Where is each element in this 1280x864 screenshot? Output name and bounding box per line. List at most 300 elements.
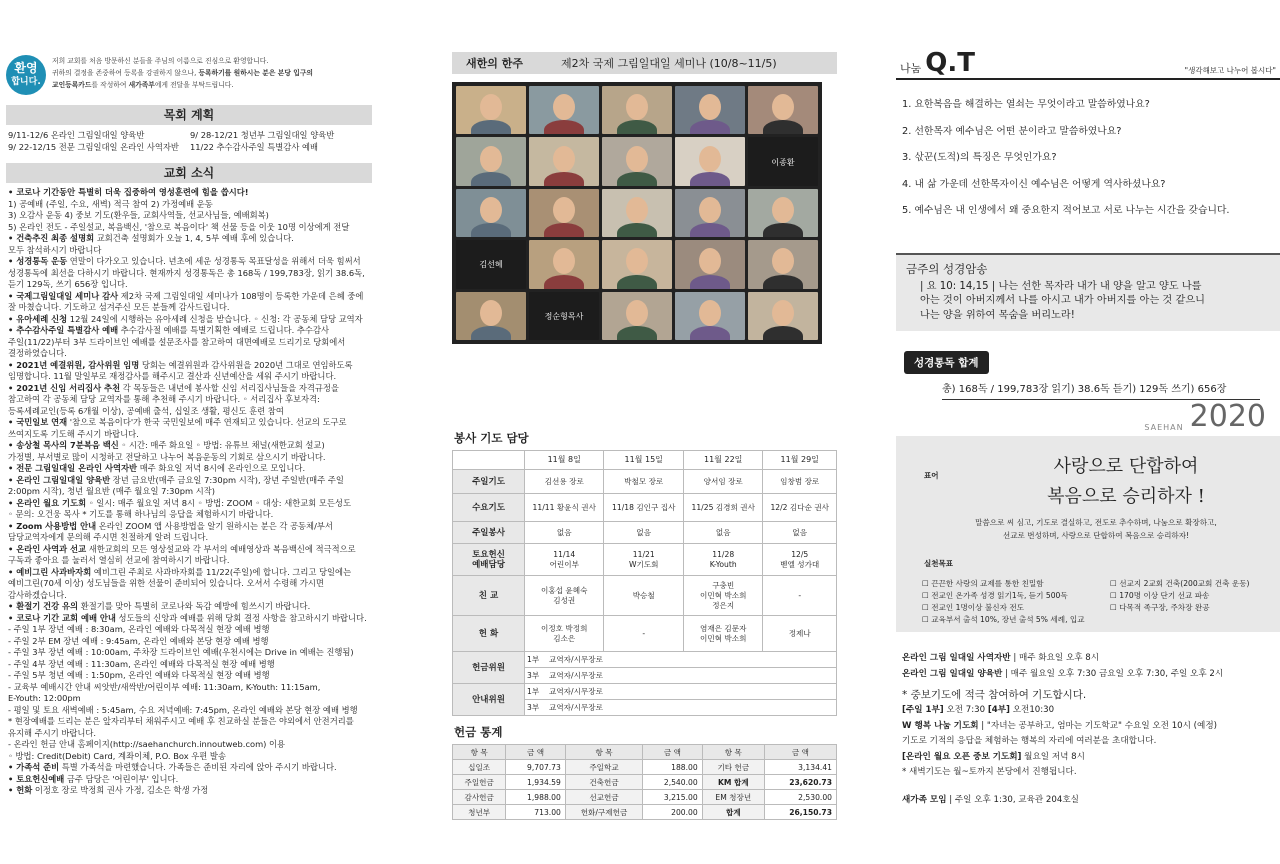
offering-item: EM 청장년: [702, 790, 764, 805]
news-line-text: 성도들의 신앙과 예배를 위해 당회 결정 사항을 참고하시기 바랍니다.: [115, 612, 367, 623]
news-line: [8, 521, 372, 533]
news-line: [8, 452, 372, 464]
news-line: [8, 429, 372, 441]
participant-body: [690, 326, 730, 340]
news-line-text: 당회는 예결위원과 감사위원을 2020년 그대로 연임하도록: [139, 359, 353, 370]
participant-face: [772, 300, 794, 326]
qt-questions: [896, 80, 1280, 225]
week-title: 새한의 한주: [466, 57, 523, 70]
news-line-text: 교회건축 설명회가 오늘 1, 4, 5부 예배 후에 있습니다.: [94, 233, 294, 243]
welcome-badge: [6, 55, 46, 95]
news-line: [8, 636, 372, 648]
news-line-text: 환절기를 맞아 특별히 코로나와 독감 예방에 힘쓰시기 바랍니다.: [78, 601, 311, 611]
news-line-text: 듣기 129독, 쓰기 656장 입니다.: [8, 279, 128, 289]
participant-body: [763, 326, 803, 340]
schedule-line: [902, 666, 1280, 682]
news-line: [8, 268, 372, 280]
service-cell: -: [763, 576, 837, 616]
participant-body: [690, 120, 730, 134]
goal-item: ☐ 전교인 1명이상 불신자 전도: [922, 602, 1024, 612]
news-line: [8, 279, 372, 291]
participant-body: [544, 275, 584, 289]
bible-reading-tag: 성경통독 합계: [904, 351, 989, 374]
news-line: [8, 670, 372, 682]
offering-amount: 9,707.73: [506, 760, 566, 775]
news-line: [8, 682, 372, 694]
news-line-text: 매주 화요일 저녁 8시에 온라인으로 모입니다.: [137, 463, 306, 473]
qt-question: 2. 선한목자 예수님은 어떤 분이라고 말씀하였나요?: [902, 125, 1122, 137]
participant-face: [626, 94, 648, 120]
schedule-time: | 매주 월요일 오후 7:30 금요일 오후 7:30, 주일 오후 2시: [1002, 668, 1224, 679]
news-line-text: 성경통독에 최선을 다하시기 바랍니다. 현재까지 성경통독은 총 168독 / 199,783장, 읽기 38.6독,: [8, 267, 365, 278]
participant-tile: [456, 137, 526, 185]
participant-face: [626, 248, 648, 274]
news-line: [8, 302, 372, 314]
participant-face: [626, 146, 648, 172]
service-cell: -: [604, 616, 683, 652]
participant-tile: [748, 240, 818, 288]
offering-amount: 2,530.00: [764, 790, 836, 805]
news-line: [8, 394, 372, 406]
participant-body: [617, 326, 657, 340]
participant-face: [553, 94, 575, 120]
service-cell: 염재은 김문자 이민혁 박소희: [683, 616, 762, 652]
participant-tile: [456, 86, 526, 134]
guide-header: 안내위원: [453, 684, 525, 716]
news-line-bold: • 2021년 신임 서리집사 추천: [8, 382, 121, 393]
service-title: 봉사 기도 담당: [454, 431, 529, 445]
qt-question: 4. 내 삶 가운데 선한목자이신 예수님은 어떻게 역사하셨나요?: [902, 178, 1166, 190]
offering-row: [453, 790, 837, 805]
news-line-text: 임명합니다. 11월 말일부로 재정감사를 해주시고 결산과 신년예산을 세워 주시기 바랍니다.: [8, 371, 337, 381]
service-cell: 이홍섭 윤혜숙 김성권: [525, 576, 604, 616]
welcome-text-part: 등록하기를 원하시는 분은 본당 입구의: [198, 69, 313, 77]
news-line: [8, 463, 372, 475]
news-line: [8, 222, 372, 234]
welcome-line: 저희 교회를 처음 방문하신 분들을 주님의 이름으로 진심으로 환영합니다.: [52, 57, 269, 65]
right-column: [896, 0, 1280, 864]
prayer-text: 오전10:30: [1009, 705, 1055, 715]
goal-item: ☐ 다목적 족구장, 주차장 완공: [1110, 602, 1210, 612]
service-table: [452, 450, 837, 716]
usher-row: [525, 668, 837, 684]
qt-title: Q.T: [925, 48, 975, 78]
news-line: [8, 739, 372, 751]
news-line-text: 가정별, 부서별로 많이 시청하고 전달하고 나누어 복음운동의 기회로 삼으시기 바랍니다.: [8, 451, 326, 462]
qt-header: [896, 50, 1280, 80]
participant-tile: [675, 86, 745, 134]
participant-tile: [602, 292, 672, 340]
participant-body: [471, 172, 511, 186]
participant-tile: [675, 292, 745, 340]
qt-question: 5. 예수님은 내 인생에서 왜 중요한지 적어보고 서로 나누는 시간을 갖습니다.: [902, 205, 1230, 216]
memory-verse-box: [896, 253, 1280, 331]
news-line-text: 제2차 국제 그림일대일 세미나가 108명이 등록한 가운데 은혜 중에: [118, 290, 364, 301]
guide-part: 1부: [527, 686, 540, 696]
usher-value: 교역자/시무장로: [549, 670, 603, 680]
prayer-line: [902, 750, 1280, 766]
news-line-text: ◦ 방법: Credit(Debit) Card, 계좌이체, P.O. Box 우편 발송: [8, 750, 226, 761]
goals-list: [922, 578, 1250, 626]
news-line-bold: • 온라인 사역과 선교: [8, 543, 87, 554]
service-corner: [453, 451, 525, 470]
news-line: [8, 486, 372, 498]
news-line-bold: • 환절기 건강 유의: [8, 601, 79, 611]
news-line: [8, 210, 372, 222]
vision-box: [896, 436, 1280, 632]
participant-name: 이종환: [771, 157, 795, 167]
usher-header: 헌금위원: [453, 652, 525, 684]
service-cell: 양서임 장로: [683, 470, 762, 494]
motto-description: [924, 516, 1268, 542]
news-line-text: 모두 참석하시기 바랍니다: [8, 244, 102, 255]
news-line: [8, 728, 372, 740]
participant-body: [617, 120, 657, 134]
news-line-text: ◦ 일시: 매주 월요일 저녁 8시 ◦ 방법: ZOOM ◦ 대상: 새한교회 모든성도: [86, 497, 351, 508]
goal-item: ☐ 교육부서 출석 10%, 장년 출석 5% 세례, 입교: [922, 614, 1085, 624]
participant-body: [617, 172, 657, 186]
news-line-text: 장년 금요반(매주 금요일 7:30pm 시작), 장년 주일반(매주 주일: [110, 474, 344, 485]
guide-value: 교역자/시무장로: [549, 686, 603, 696]
goal-item: ☐ 선교지 2교회 건축(200교회 건축 운동): [1110, 578, 1250, 588]
news-line-bold: • 코로나 기간 교회 예배 안내: [8, 612, 116, 623]
news-line-text: 연말이 다가오고 있습니다. 년초에 세운 성경통독 목표달성을 위해서 더욱 힘써서: [67, 256, 361, 266]
qt-question: 3. 삯꾼(도적)의 특징은 무엇인가요?: [902, 152, 1057, 163]
news-line: [8, 360, 372, 372]
participant-tile: [529, 137, 599, 185]
participant-face: [480, 146, 502, 172]
news-line: [8, 314, 372, 326]
offering-header: 항 목: [565, 745, 642, 760]
offering-item: 합계: [702, 805, 764, 820]
news-line: [8, 406, 372, 418]
news-line-bold: • 예비그린 사과바자회: [8, 566, 92, 577]
service-cell: 정제나: [763, 616, 837, 652]
news-line-text: 5) 온라인 전도 - 주일설교, 복음백신, '참으로 복음이다' 책 선물 등을 이웃 10명 이상에게 전달: [8, 221, 350, 232]
service-cell: 구충빈 이민혁 박소희 정은지: [683, 576, 762, 616]
goal-item: [1110, 614, 1250, 626]
participant-face: [480, 94, 502, 120]
news-line-text: 추수감사절 예배를 특별기획한 예배로 드립니다. 추수감사: [118, 325, 329, 335]
service-row: [453, 470, 837, 494]
offering-item: 건축헌금: [565, 775, 642, 790]
offering-amount: 23,620.73: [764, 775, 836, 790]
offering-header: 금 액: [643, 745, 703, 760]
news-line-text: - 주일 5부 청년 예배 : 1:50pm, 온라인 예배와 다목적실 현장 예배 병행: [8, 670, 270, 680]
usher-part: 3부: [527, 670, 540, 680]
service-row: [453, 544, 837, 576]
service-cell: 없음: [525, 522, 604, 544]
news-line: [8, 716, 372, 728]
offering-item: 십일조: [453, 760, 506, 775]
news-line: [8, 475, 372, 487]
week-subtitle: 제2차 국제 그림일대일 세미나 (10/8~11/5): [560, 57, 777, 70]
participant-tile: [675, 240, 745, 288]
saehan-year: [896, 398, 1280, 434]
motto-desc-line: 선교로 번성하며, 사랑으로 단합하여 복음으로 승리하자!: [1002, 530, 1190, 540]
participant-tile: [675, 137, 745, 185]
service-cell: 박철모 장로: [604, 470, 683, 494]
news-title: 교회 소식: [6, 163, 372, 183]
participant-face: [699, 300, 721, 326]
offering-amount: 1,988.00: [506, 790, 566, 805]
plan-item: 9/11-12/6 온라인 그림일대일 양육반: [8, 130, 145, 140]
service-cell: 박승철: [604, 576, 683, 616]
participant-face: [626, 300, 648, 326]
schedule-name: 온라인 그림 일대일 사역자반: [902, 652, 1011, 663]
goal-item: ☐ 170명 이상 단기 선교 파송: [1110, 590, 1210, 600]
offering-item: 주일헌금: [453, 775, 506, 790]
news-line-text: 참고하여 각 공동체 담당 교역자를 통해 추천해 주시기 바랍니다. ◦ 서리집사 후보자격:: [8, 394, 320, 404]
schedule-time: | 매주 화요일 오후 8시: [1010, 652, 1100, 663]
service-cell: 없음: [683, 522, 762, 544]
service-date: 11월 29일: [763, 451, 837, 470]
prayer-text: | 주일 오후 1:30, 교육관 204호실: [946, 794, 1079, 805]
service-cell: 11/14 어린이부: [525, 544, 604, 576]
news-line: [8, 762, 372, 774]
participant-body: [617, 275, 657, 289]
news-line-text: 예비그린(70세 이상) 성도님들을 위한 선물이 준비되어 있습니다. 오셔서 수령해 가시면: [8, 578, 324, 588]
welcome-line: [52, 79, 313, 91]
plan-item: 11/22 추수감사주일 특별감사 예배: [190, 142, 319, 152]
service-row: [453, 522, 837, 544]
usher-value: 교역자/시무장로: [549, 654, 603, 664]
participant-tile: [602, 86, 672, 134]
news-line: [8, 256, 372, 268]
offering-item: 기타 헌금: [702, 760, 764, 775]
prayer-bold: [4부]: [987, 705, 1010, 715]
service-cell: 김선용 장로: [525, 470, 604, 494]
prayer-text: 오전 7:30: [943, 705, 988, 715]
news-line-text: E-Youth: 12:00pm: [8, 693, 81, 703]
participant-face: [553, 197, 575, 223]
news-line: [8, 291, 372, 303]
prayer-line: [902, 793, 1280, 809]
memory-verse-line: 나는 양을 위하여 목숨을 버리노라!: [920, 309, 1075, 321]
service-row-header: 주일기도: [453, 470, 525, 494]
news-line-text: 결정하였습니다.: [8, 348, 67, 358]
offering-header: 항 목: [702, 745, 764, 760]
offering-item: 헌화/구제헌금: [565, 805, 642, 820]
offering-amount: 3,134.41: [764, 760, 836, 775]
welcome-text: [52, 55, 313, 91]
news-list: [6, 187, 372, 797]
offering-header: 금 액: [764, 745, 836, 760]
news-line-text: 금주 담당은 '어린이부' 입니다.: [64, 773, 179, 784]
prayer-bold: [온라인 월요 오픈 중보 기도회]: [902, 751, 1022, 762]
news-line-text: - 주일 3부 장년 예배 : 10:00am, 주차장 드라이브인 예배(우천시에는 Drive in 예배는 진행됨): [8, 647, 354, 657]
service-row: [453, 576, 837, 616]
guide-row: [525, 700, 837, 716]
news-line-text: - 교육부 예배시간 안내 씨앗반/새싹반/어린이부 예배: 11:30am, K-Youth: 11:15am,: [8, 681, 321, 692]
participant-tile: [748, 137, 818, 185]
participant-tile: [529, 86, 599, 134]
left-column: [0, 0, 380, 864]
middle-column: [452, 0, 837, 864]
news-line-bold: • 국제그림일대일 세미나 감사: [8, 290, 119, 301]
news-line-bold: • 유아세례 신청: [8, 313, 68, 324]
prayer-text: | "자녀는 공부하고, 엄마는 기도학교" 수요일 오전 10시 (예정): [978, 720, 1217, 731]
participant-face: [699, 94, 721, 120]
participant-name: 정순형목사: [544, 311, 584, 321]
participant-body: [471, 120, 511, 134]
news-line-bold: • 온라인 월요 기도회: [8, 497, 87, 508]
welcome-text-part: 교인등록카드: [52, 81, 92, 89]
service-cell: 12/2 김다순 권사: [763, 494, 837, 522]
participant-body: [690, 223, 730, 237]
news-line-text: 감사하겠습니다.: [8, 589, 67, 600]
news-line: [8, 624, 372, 636]
participant-body: [544, 120, 584, 134]
news-line-bold: • Zoom 사용방법 안내: [8, 520, 97, 531]
news-line: [8, 233, 372, 245]
goals-label: 실천목표: [924, 558, 953, 568]
welcome-text-part: 새가족부: [128, 81, 155, 89]
service-row-header: 헌 화: [453, 616, 525, 652]
news-line-text: - 온라인 헌금 안내 홈페이지(http://saehanchurch.innoutweb.com) 이용: [8, 739, 286, 749]
service-cell: 11/28 K-Youth: [683, 544, 762, 576]
news-line-bold: • 건축추진 최종 설명회: [8, 233, 95, 243]
news-line-text: 특별 가족석을 마련했습니다. 가족들은 준비된 자리에 앉아 주시기 바랍니다.: [59, 762, 337, 772]
motto-slogan: [1016, 452, 1236, 512]
guide-part: 3부: [527, 702, 540, 712]
service-row: [453, 616, 837, 652]
welcome-badge-line1: 환영: [14, 61, 38, 75]
participant-tile: [602, 189, 672, 237]
participant-face: [553, 146, 575, 172]
participant-face: [699, 197, 721, 223]
saehan-label: SAEHAN: [1144, 422, 1184, 432]
offering-header: 금 액: [506, 745, 566, 760]
news-line-text: 온라인 ZOOM 앱 사용방법을 알기 원하시는 분은 각 공동체/부서: [96, 520, 333, 531]
news-line: [8, 601, 372, 613]
memory-verse-title: 금주의 성경암송: [906, 261, 988, 276]
news-line: [8, 498, 372, 510]
offering-title: 헌금 통계: [454, 725, 503, 739]
offering-item: 선교헌금: [565, 790, 642, 805]
welcome-block: [6, 55, 372, 97]
service-row: [453, 494, 837, 522]
prayer-line: 기도로 기적의 응답을 체험하는 행복의 자리에 여러분을 초대합니다.: [902, 736, 1157, 746]
participant-tile: [456, 292, 526, 340]
service-date: 11월 15일: [604, 451, 683, 470]
service-row-header: 주일봉사: [453, 522, 525, 544]
news-line-text: ◦ 문의: 오건웅 목사 * 기도를 통해 하나님의 응답을 체험하시기 바랍니다.: [8, 509, 274, 519]
offering-amount: 26,150.73: [764, 805, 836, 820]
news-line: [8, 440, 372, 452]
participant-tile: [748, 292, 818, 340]
news-line-text: - 주일 2부 EM 장년 예배 : 9:45am, 온라인 예배와 본당 현장 예배 병행: [8, 635, 269, 646]
participant-body: [763, 120, 803, 134]
offering-amount: 200.00: [643, 805, 703, 820]
participant-tile: [456, 240, 526, 288]
prayer-line: * 새벽기도는 월~토까지 본당에서 진행됩니다.: [902, 767, 1077, 777]
offering-item: KM 합계: [702, 775, 764, 790]
news-line: [8, 613, 372, 625]
news-line: [8, 705, 372, 717]
offering-item: 주일학교: [565, 760, 642, 775]
bible-reading-total: 총) 168독 / 199,783장 읽기) 38.6독 듣기) 129독 쓰기) 656장: [942, 380, 1260, 400]
participant-body: [544, 223, 584, 237]
news-line-text: 예비그린 주최로 사과바자회를 11/22(주일)에 합니다. 그리고 당일에는: [91, 566, 352, 577]
welcome-badge-line2: 합니다.: [11, 77, 41, 87]
participant-name: 김선혜: [479, 260, 503, 270]
news-line-text: 잘 마쳤습니다. 기도하고 섬겨주신 모든 분들께 감사드립니다.: [8, 302, 230, 312]
motto-desc-line: 말씀으로 씨 심고, 기도로 결실하고, 전도로 추수하며, 나눔으로 확장하고,: [975, 517, 1217, 527]
offering-amount: 2,540.00: [643, 775, 703, 790]
welcome-line: [52, 67, 313, 79]
guide-row: [525, 684, 837, 700]
news-line-bold: • 헌화: [8, 785, 33, 795]
news-line-bold: • 코로나 기간동안 특별히 더욱 집중하여 영성훈련에 힘을 씁시다!: [8, 187, 249, 197]
service-cell: 11/11 황윤식 권사: [525, 494, 604, 522]
offering-amount: 3,215.00: [643, 790, 703, 805]
prayer-bold: W 행복 나눔 기도회: [902, 720, 979, 731]
news-line: [8, 337, 372, 349]
news-line-bold: • 성경통독 운동: [8, 256, 68, 266]
schedule-block: [896, 650, 1280, 682]
news-line: [8, 532, 372, 544]
service-date: 11월 8일: [525, 451, 604, 470]
offering-amount: 1,934.59: [506, 775, 566, 790]
news-line: [8, 417, 372, 429]
news-line: [8, 774, 372, 786]
participant-tile: [602, 240, 672, 288]
news-line-text: 등록세례교인(등록 6개월 이상), 공예배 출석, 십일조 생활, 평신도 훈련 참여: [8, 405, 284, 416]
participant-body: [544, 172, 584, 186]
memory-verse-text: [906, 280, 1272, 324]
news-line: [8, 509, 372, 521]
memory-verse-line: 아는 것이 아버지께서 나를 아시고 내가 아버지를 아는 것 같으니: [920, 295, 1206, 306]
participant-body: [690, 275, 730, 289]
prayer-bold: [주일 1부]: [902, 705, 944, 715]
offering-header: 항 목: [453, 745, 506, 760]
news-line-bold: • 송상철 목사의 7분복음 백신: [8, 440, 119, 450]
news-line-text: - 주일 4부 장년 예배 : 11:30am, 온라인 예배와 다목적실 현장 예배 병행: [8, 658, 275, 669]
participant-body: [690, 172, 730, 186]
usher-row: [525, 652, 837, 668]
news-line-bold: • 온라인 그림일대일 양육반: [8, 474, 111, 485]
participant-face: [480, 197, 502, 223]
qt-quote: "생각해보고 나누어 봅시다": [1184, 66, 1276, 75]
news-line-text: 2:00pm 시작), 청년 월요반 (매주 월요일 7:30pm 시작): [8, 486, 215, 496]
offering-table: [452, 744, 837, 820]
news-line-text: 12월 24일에 시행하는 유아세례 신청을 받습니다. ◦ 신청: 각 공동체 담당 교역자: [67, 313, 363, 324]
participant-tile: [529, 240, 599, 288]
prayer-bold: 새가족 모임: [902, 794, 947, 805]
news-line: [8, 785, 372, 797]
news-line: [8, 590, 372, 602]
offering-amount: 713.00: [506, 805, 566, 820]
prayer-line: [902, 719, 1280, 735]
service-cell: 임창범 장로: [763, 470, 837, 494]
schedule-line: [902, 650, 1280, 666]
goal-item: ☐ 끈끈한 사랑의 교제를 통한 친밀함: [922, 578, 1044, 588]
service-cell: 12/5 벧엘 성가대: [763, 544, 837, 576]
schedule-name: 온라인 그림 일대일 양육반: [902, 668, 1003, 679]
welcome-text-part: 에게 전달을 부탁드립니다.: [154, 81, 234, 89]
service-cell: 11/25 김경희 권사: [683, 494, 762, 522]
participant-tile: [748, 189, 818, 237]
prayer-line: [902, 703, 1280, 719]
guide-value: 교역자/시무장로: [549, 702, 603, 712]
news-line-bold: • 전문 그림일대일 온라인 사역자반: [8, 463, 138, 473]
motto-line: 복음으로 승리하자 !: [1047, 485, 1205, 507]
participant-body: [617, 223, 657, 237]
news-line-text: 담당교역자에게 문의해 주시면 친절하게 알려 드립니다.: [8, 532, 209, 542]
offering-row: [453, 775, 837, 790]
participant-face: [772, 197, 794, 223]
